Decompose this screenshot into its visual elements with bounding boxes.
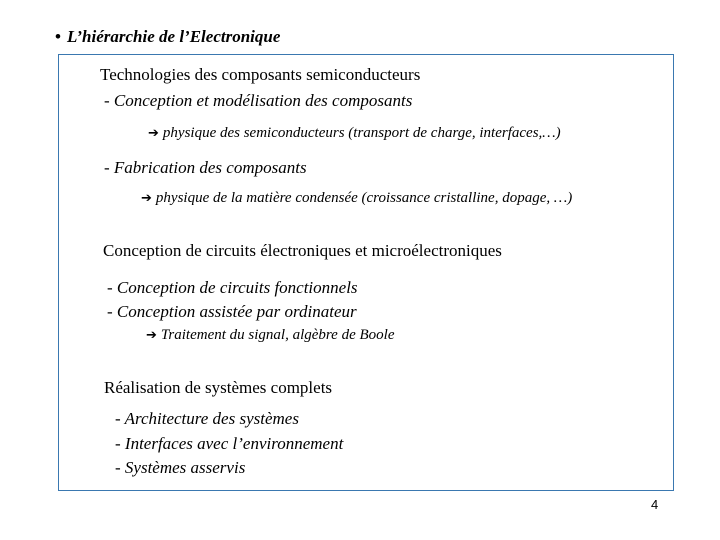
title-bullet: •	[55, 27, 61, 46]
note-text-modelisation: physique des semiconducteurs (transport de charge, interfaces,…)	[162, 125, 561, 141]
page-number: 4	[651, 497, 659, 512]
list-item-cao: - Conception assistée par ordinateur	[107, 302, 357, 321]
section-heading-circuits: Conception de circuits électroniques et microélectroniques	[103, 241, 502, 260]
right-arrow-icon: ➔	[141, 191, 152, 206]
note-text-fabrication: physique de la matière condensée (croissance cristalline, dopage, …)	[155, 190, 573, 206]
note-line-cao	[146, 328, 395, 343]
section-heading-semiconductors: Technologies des composants semiconducteurs	[100, 65, 421, 84]
note-line-modelisation	[148, 126, 561, 141]
slide-title	[55, 27, 280, 47]
list-item-asservis: - Systèmes asservis	[115, 458, 246, 477]
section-heading-systemes: Réalisation de systèmes complets	[104, 378, 333, 397]
note-text-cao: Traitement du signal, algèbre de Boole	[160, 327, 395, 343]
list-item-interfaces: - Interfaces avec l’environnement	[115, 434, 344, 453]
list-item-circuits-fonctionnels: - Conception de circuits fonctionnels	[107, 278, 358, 297]
right-arrow-icon: ➔	[148, 126, 159, 141]
list-item-architecture: - Architecture des systèmes	[115, 409, 299, 428]
right-arrow-icon: ➔	[146, 328, 157, 343]
note-line-fabrication	[141, 191, 572, 206]
title-text: L’hiérarchie de l’Electronique	[66, 27, 281, 46]
list-item-fabrication: - Fabrication des composants	[104, 158, 307, 177]
list-item-modelisation: - Conception et modélisation des composants	[104, 91, 413, 110]
